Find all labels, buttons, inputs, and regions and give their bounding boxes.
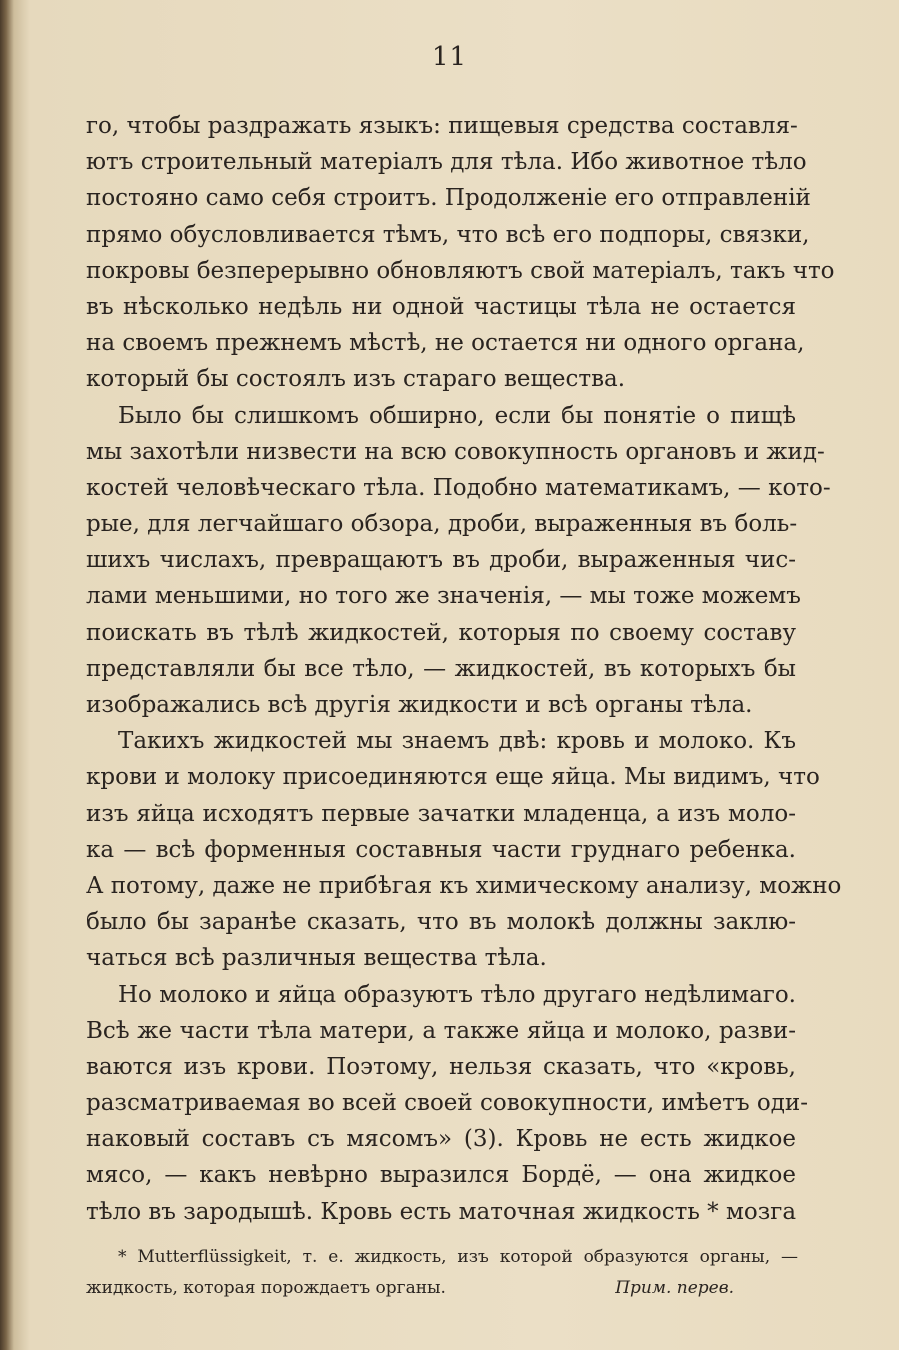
text-line: покровы безперерывно обновляютъ свой матеріалъ, такъ что [86, 257, 835, 284]
text-line: разсматриваемая во всей своей совокупности, имѣетъ оди- [86, 1090, 809, 1117]
text-line: крови и молоку присоединяются еще яйца. Мы видимъ, что [86, 764, 820, 791]
text-line: прямо обусловливается тѣмъ, что всѣ его подпоры, связки, [86, 221, 810, 248]
text-line: постояно само себя строитъ. Продолженіе его отправленій [86, 185, 811, 212]
text-line: А потому, даже не прибѣгая къ химическому анализу, можно [86, 872, 842, 899]
text-line: ваются изъ крови. Поэтому, нельзя сказать, что «кровь, [86, 1053, 796, 1080]
text-line: представляли бы все тѣло, — жидкостей, въ которыхъ бы [86, 655, 796, 682]
text-line: который бы состоялъ изъ стараго вещества. [86, 366, 626, 393]
text-line: рые, для легчайшаго обзора, дроби, выраженныя въ боль- [86, 511, 798, 538]
text-line: ютъ строительный матеріалъ для тѣла. Ибо животное тѣло [86, 149, 807, 176]
text-line: мы захотѣли низвести на всю совокупность органовъ и жид- [86, 438, 825, 465]
text-line: костей человѣческаго тѣла. Подобно математикамъ, — кото- [86, 474, 831, 501]
text-line: чаться всѣ различныя вещества тѣла. [86, 945, 547, 972]
page-number: 11 [431, 42, 468, 72]
text-line: на своемъ прежнемъ мѣстѣ, не остается ни одного органа, [86, 330, 805, 357]
text-line: мясо, — какъ невѣрно выразился Бордё, — она жидкое [86, 1162, 796, 1189]
text-line: поискать въ тѣлѣ жидкостей, которыя по своему составу [86, 619, 796, 646]
text-line: наковый составъ съ мясомъ» (3). Кровь не есть жидкое [86, 1126, 796, 1153]
text-line: лами меньшими, но того же значенія, — мы тоже можемъ [86, 583, 801, 610]
text-line: Такихъ жидкостей мы знаемъ двѣ: кровь и молоко. Къ [118, 728, 796, 755]
translator-note: Прим. перев. [615, 1278, 734, 1298]
body-text [86, 108, 842, 1230]
text-line: изъ яйца исходятъ первые зачатки младенца, а изъ моло- [86, 800, 796, 827]
text-line: ка — всѣ форменныя составныя части груднаго ребенка. [86, 836, 796, 863]
text-line: изображались всѣ другія жидкости и всѣ органы тѣла. [86, 692, 753, 718]
footnote-line: * Mutterflüssigkeit, т. е. жидкость, изъ которой образуются органы, — [118, 1247, 798, 1267]
footnote [86, 1242, 798, 1304]
text-line: тѣло въ зародышѣ. Кровь есть маточная жидкость * мозга [86, 1198, 797, 1225]
footnote-text: жидкость, которая порождаетъ органы. [86, 1278, 446, 1298]
text-line: Всѣ же части тѣла матери, а также яйца и молоко, разви- [86, 1017, 796, 1044]
footnote-line [86, 1273, 798, 1304]
text-line: шихъ числахъ, превращаютъ въ дроби, выраженныя чис- [86, 547, 796, 574]
text-line: въ нѣсколько недѣль ни одной частицы тѣла не остается [86, 293, 796, 320]
text-line: было бы заранѣе сказать, что въ молокѣ должны заклю- [86, 909, 796, 936]
text-line: Было бы слишкомъ обширно, если бы понятіе о пищѣ [118, 402, 796, 429]
text-line: Но молоко и яйца образуютъ тѣло другаго недѣлимаго. [118, 981, 796, 1008]
text-line: го, чтобы раздражать языкъ: пищевыя средства составля- [86, 113, 798, 139]
